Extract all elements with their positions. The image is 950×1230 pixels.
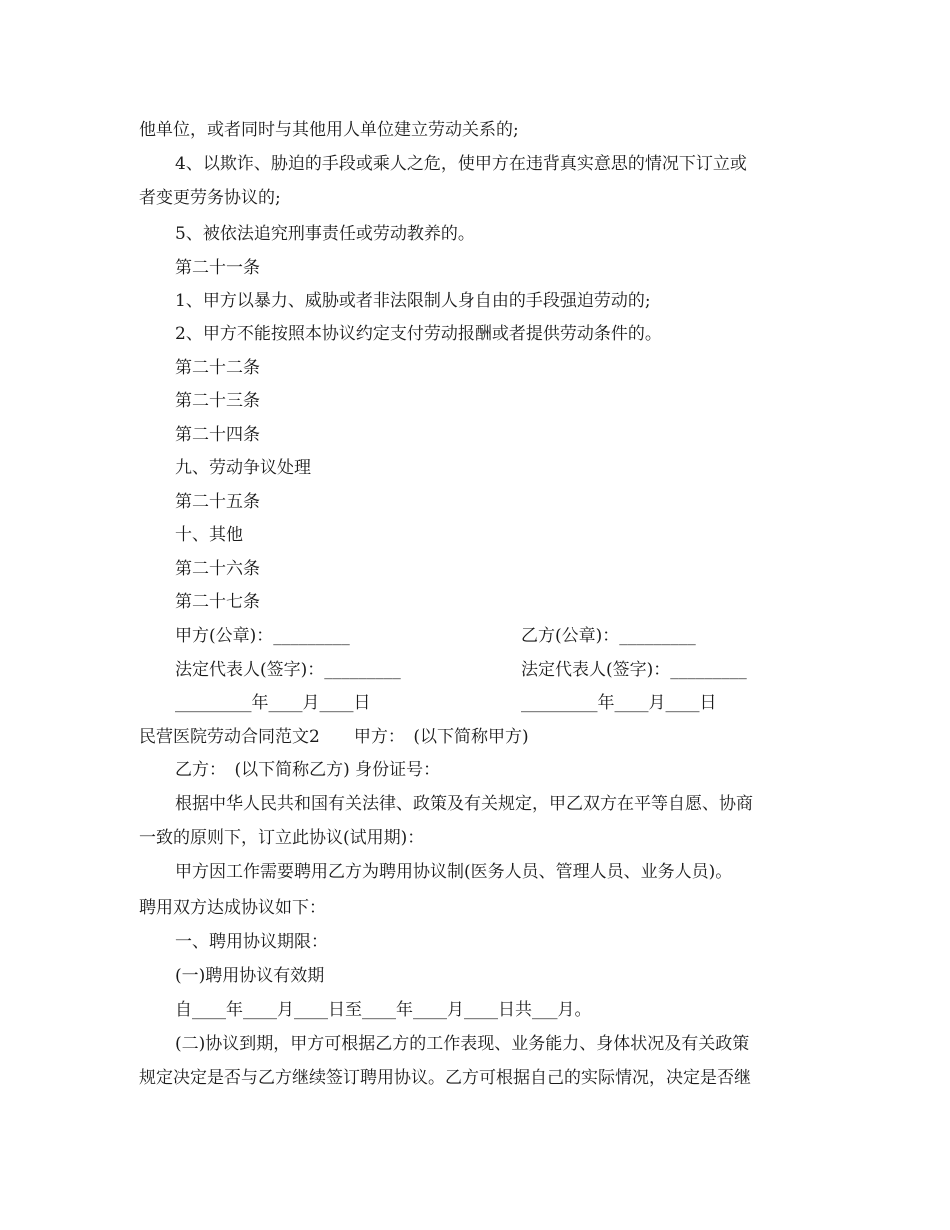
article-heading: 第二十六条 (175, 559, 260, 579)
text-line: (二)协议到期，甲方可根据乙方的工作表现、业务能力、身体状况及有关政策 (175, 1034, 750, 1054)
text-line: 一致的原则下，订立此协议(试用期)： (139, 828, 425, 848)
text-line: 聘用双方达成协议如下： (139, 898, 326, 918)
article-heading: 第二十三条 (175, 391, 260, 411)
text-line: 甲方因工作需要聘用乙方为聘用协议制(医务人员、管理人员、业务人员)。 (175, 862, 733, 882)
party-a-representative: 法定代表人(签字)：_________ (175, 660, 401, 680)
contract-title-line: 民营医院劳动合同范文2 甲方： (以下简称甲方) (139, 727, 529, 747)
article-heading: 第二十一条 (175, 258, 260, 278)
party-b-seal: 乙方(公章)：_________ (521, 626, 696, 646)
article-heading: 第二十七条 (175, 592, 260, 612)
text-line: 1、甲方以暴力、威胁或者非法限制人身自由的手段强迫劳动的; (175, 291, 651, 311)
article-heading: 第二十五条 (175, 492, 260, 512)
text-line: 2、甲方不能按照本协议约定支付劳动报酬或者提供劳动条件的。 (175, 324, 662, 344)
text-line: 自____年____月____日至____年____月____日共___月。 (175, 1000, 592, 1020)
party-a-date: _________年____月____日 (175, 693, 371, 713)
text-line: 者变更劳务协议的; (139, 188, 281, 208)
text-line: 乙方： (以下简称乙方) 身份证号： (175, 760, 441, 780)
party-b-date: _________年____月____日 (521, 693, 717, 713)
party-b-representative: 法定代表人(签字)：_________ (521, 660, 747, 680)
article-heading: 第二十四条 (175, 425, 260, 445)
section-heading: 十、其他 (175, 525, 243, 545)
section-heading: 一、聘用协议期限： (175, 932, 328, 952)
text-line: 5、被依法追究刑事责任或劳动教养的。 (175, 224, 475, 244)
text-line: 规定决定是否与乙方继续签订聘用协议。乙方可根据自己的实际情况，决定是否继 (139, 1068, 751, 1088)
section-heading: 九、劳动争议处理 (175, 458, 311, 478)
article-heading: 第二十二条 (175, 358, 260, 378)
text-line: (一)聘用协议有效期 (175, 966, 325, 986)
text-line: 根据中华人民共和国有关法律、政策及有关规定，甲乙双方在平等自愿、协商 (175, 794, 753, 814)
text-line: 4、以欺诈、胁迫的手段或乘人之危，使甲方在违背真实意思的情况下订立或 (175, 154, 747, 174)
party-a-seal: 甲方(公章)：_________ (175, 626, 350, 646)
text-line: 他单位，或者同时与其他用人单位建立劳动关系的; (139, 120, 519, 140)
